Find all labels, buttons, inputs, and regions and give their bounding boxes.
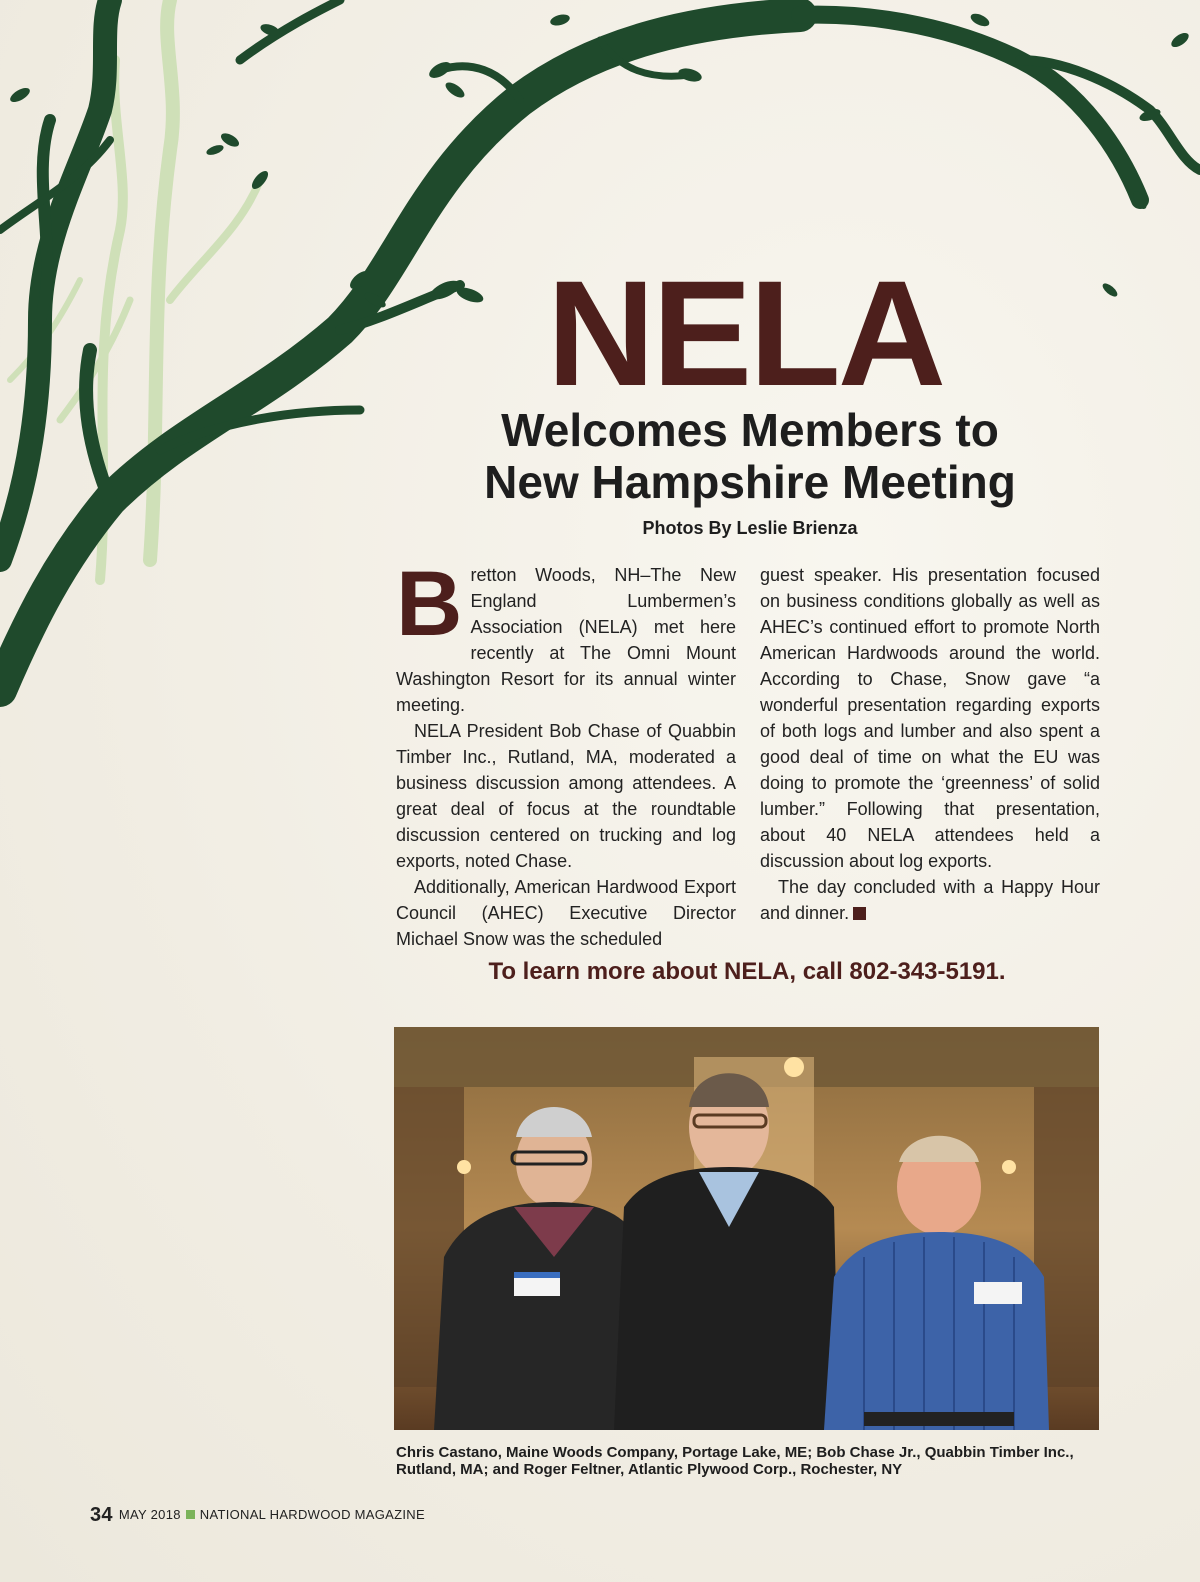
group-photo (394, 1027, 1099, 1430)
page-footer (90, 1504, 425, 1527)
subtitle-line-1: Welcomes Members to (501, 404, 999, 456)
paragraph: Additionally, American Hardwood Export Council (AHEC) Executive Director Michael Snow was the scheduled (396, 877, 736, 949)
paragraph: NELA President Bob Chase of Quabbin Timber Inc., Rutland, MA, moderated a business discussion among attendees. A great deal of focus at the roundtable discussion centered on trucking and log exports, noted Chase. (396, 721, 736, 871)
paragraph: guest speaker. His presentation focused on business conditions globally as well as AHEC’s continued effort to promote North American Hardwoods around the world. According to Chase, Snow gave “a wonderful presentation regarding exports of both logs and lumber and also spent a good deal of time on what the EU was doing to promote the ‘greenness’ of solid lumber.” Following that presentation, about 40 NELA attendees held a discussion about log exports. (760, 565, 1100, 871)
square-bullet-icon (186, 1510, 195, 1519)
photo-credit: Photos By Leslie Brienza (642, 518, 858, 538)
paragraph (396, 553, 736, 718)
publication-name: NATIONAL HARDWOOD MAGAZINE (199, 1507, 425, 1522)
article-column-left (396, 553, 736, 952)
paragraph (760, 874, 1100, 926)
issue-date: MAY 2018 (118, 1507, 181, 1522)
article-column-right (760, 562, 1100, 926)
call-to-action: To learn more about NELA, call 802-343-5191. (488, 958, 1006, 985)
photo-caption: Chris Castano, Maine Woods Company, Portage Lake, ME; Bob Chase Jr., Quabbin Timber Inc., Rutland, MA; and Roger Feltner, Atlantic Plywood Corp., Rochester, NY (396, 1444, 1074, 1478)
subtitle-line-2: New Hampshire Meeting (484, 456, 1016, 508)
drop-cap: B (396, 553, 463, 655)
end-of-article-mark (853, 907, 866, 920)
page-number: 34 (90, 1504, 113, 1526)
paragraph-text: retton Woods, NH–The New England Lumbermen’s Association (NELA) met here recently at The Omni Mount Washington Resort for its annual winter meeting. (396, 565, 736, 715)
article-title: NELA (546, 249, 944, 417)
paragraph-text: The day concluded with a Happy Hour and dinner. (760, 877, 1100, 923)
article-subtitle (440, 404, 1060, 508)
